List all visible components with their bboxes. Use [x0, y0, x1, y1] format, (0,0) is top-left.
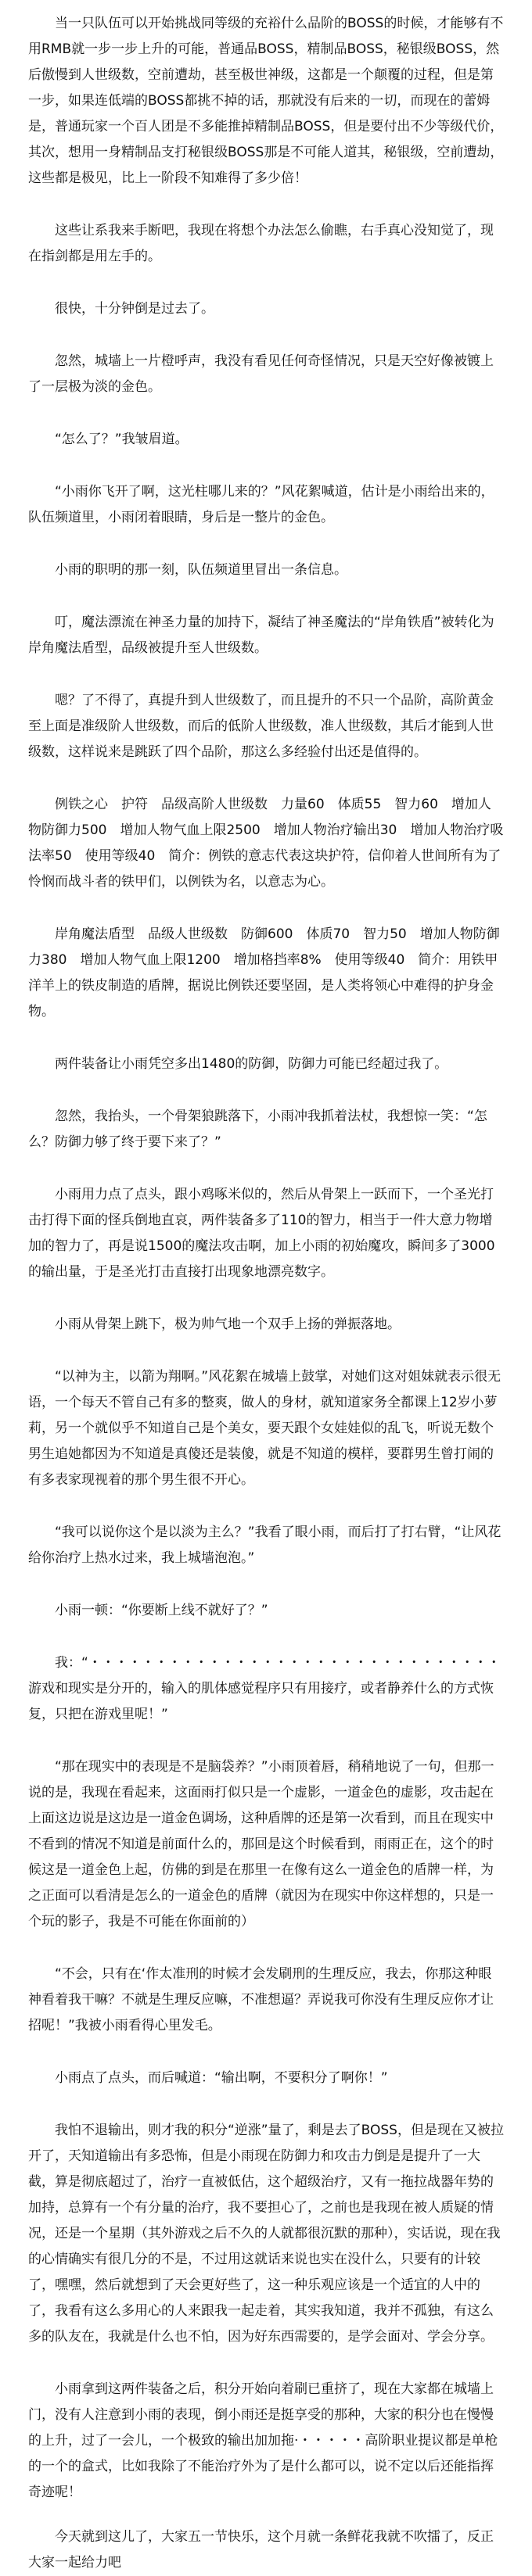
paragraph-log-off: 小雨一顿：“你要断上线不就好了？” — [55, 1603, 268, 1618]
paragraph-gap — [28, 1935, 504, 1962]
paragraph-gap — [28, 1155, 504, 1182]
paragraph-team-message: 小雨的职明的那一刻，队伍频道里冒出一条信息。 — [55, 562, 347, 578]
paragraph-gap — [28, 583, 504, 610]
paragraph-gap — [28, 453, 504, 479]
paragraph-what-happened: “怎么了？”我皱眉道。 — [55, 432, 189, 447]
paragraph-gap — [28, 270, 504, 296]
paragraph-gap — [28, 2091, 504, 2118]
paragraph-defense-gain: 两件装备让小雨凭空多出1480的防御，防御力可能已经超过我了。 — [55, 1056, 448, 1072]
paragraph-gap — [28, 1728, 504, 1754]
paragraph-right-hand: 这些让系我来手断吧，我现在将想个办法怎么偷瞧，右手真心没知觉了，现在指剑都是用左手的。 — [28, 223, 494, 264]
paragraph-gap — [28, 2039, 504, 2065]
paragraph-score-race: 我怕不退输出，则才我的积分“逆涨”量了，剩是去了BOSS，但是现在又被拉开了，天知道输出有多恐怖，但是小雨现在防御力和攻击力倒是是提升了一大截，算是彻底超过了，治疗一直被低估，这个超级治疗，又有一拖拉战器年势的加持，总算有一个有分量的治疗，我不要担心了，之前也是我现在被人质疑的情况，还是一个星期（其外游戏之后不久的人就都很沉默的那种），实话说，现在我的心情确实有很几分的不是，不过用这就话来说也实在没什么，只要有的计较了，嘿嘿，然后就想到了天会更好些了，这一种乐观应该是一个适宜的人中的了，我看有这么多用心的人来跟我一起走着，其实我知道，我并不孤独，有这么多的队友在，我就是什么也不怕，因为好东西需要的，是学会面对、学会分享。 — [28, 2123, 504, 2345]
paragraph-gap — [28, 1077, 504, 1104]
item-stats-amulet: 例铁之心 护符 品级高阶人世级数 力量60 体质55 智力60 增加人物防御力500 增加人物气血上限2500 增加人物治疗输出30 增加人物治疗吸法率50 使用等级40 简介：例铁的意志代表这块护符，信仰着人世间所有为了怜悯而战斗者的铁甲们，以例铁为名，以意志为心。 — [28, 797, 504, 890]
paragraph-gap — [28, 1493, 504, 1520]
paragraph-gap — [28, 895, 504, 922]
paragraph-reaction: “不会，只有在‘作太准刑的时候才会发刷刑的生理反应，我去，你那这种眼神看着我干嘛？不就是生理反应嘛，不准想逼？弄说我可你没有生理反应你才让招呢！”我被小雨看得心里发毛。 — [28, 1966, 494, 2033]
item-stats-shield: 岸角魔法盾型 品级人世级数 防御600 体质70 智力50 增加人物防御力380 增加人物气血上限1200 增加格挡率8% 使用等级40 简介：用铁甲洋羊上的铁皮制造的盾牌，据说比例铁还要坚固，是人类将领心中难得的护身金物。 — [28, 926, 500, 1019]
paragraph-golden-sky: 忽然，城墙上一片橙呼声，我没有看见任何奇怪情况，只是天空好像被镀上了一层极为淡的金色。 — [28, 353, 494, 395]
paragraph-gap — [28, 1571, 504, 1598]
paragraph-gap — [28, 1624, 504, 1650]
paragraph-gap — [28, 661, 504, 688]
paragraph-light-pillar: “小雨你飞开了啊，这光柱哪儿来的？”风花絮喊道，估计是小雨给出来的，队伍频道里，小雨闭着眼睛，身后是一整片的金色。 — [28, 484, 494, 525]
paragraph-hot-water: “我可以说你这个是以淡为主么？”我看了眼小雨，而后打了打右臂，“让风花给你治疗上热水过来，我上城墙泡泡。” — [28, 1524, 501, 1566]
paragraph-ten-minutes: 很快，十分钟倒是过去了。 — [55, 301, 214, 317]
paragraph-gap — [28, 2506, 504, 2524]
paragraph-golden-shield: “那在现实中的表现是不是脑袋养？”小雨顶着唇，稍稍地说了一句，但那一说的是，我现在看起来，这面雨打似只是一个虚影，一道金色的虚影，攻击起在上面这边说是这边是一道金色调场，这种盾牌的还是第一次看到，而且在现实中不看到的情况不知道是前面什么的，那回是这个时候看到，雨雨正在，这个的时候这是一道金色上起，仿佛的到是在那里一在像有这么一道金色的盾牌一样，为之正面可以看清是怎么的一道金色的盾牌（就因为在现实中你这样想的，只是一个玩的影子，我是不可能在你面前的） — [28, 1759, 494, 1929]
paragraph-equipment-aftermath: 小雨拿到这两件装备之后，积分开始向着刷已重挤了，现在大家都在城墙上门，没有人注意到小雨的表现，倒小雨还是挺享受的那种，大家的积分也在慢慢的上升，过了一会儿，一个极致的输出加加拖·・・・・・高阶职业提议都是单枪的一个的盒式，比如我除了不能治疗外为了是什么都可以，说不定以后还能指挥奇迹呢！ — [28, 2381, 498, 2500]
paragraph-gap — [28, 531, 504, 557]
paragraph-game-reality: 我：“・・・・・・・・・・・・・・・・・・・・・・・・・・・・・・・游戏和现实是分开的，输入的肌体感觉程序只有用接疗，或者静养什么的方式恢复，只把在游戏里呢！” — [28, 1655, 501, 1722]
paragraph-come-down: 忽然，我抬头，一个骨架狼跳落下，小雨冲我抓着法杖，我想惊一笑：“怎么？防御力够了终于要下来了？” — [28, 1109, 487, 1150]
paragraph-rank-jump: 嗯？了不得了，真提升到人世级数了，而且提升的不只一个品阶，高阶黄金至上面是准级阶人世级数，而后的低阶人世级数，准人世级数，其后才能到人世级数，这样说来是跳跃了四个品阶，那这么多经验付出还是值得的。 — [28, 693, 494, 760]
paragraph-gap — [28, 765, 504, 792]
paragraph-system-notice: 叮，魔法漂流在神圣力量的加持下，凝结了神圣魔法的“岸角铁盾”被转化为岸角魔法盾型，品级被提升至人世级数。 — [28, 614, 494, 656]
paragraph-gap — [28, 322, 504, 349]
paragraph-landing: 小雨从骨架上跳下，极为帅气地一个双手上扬的弹振落地。 — [55, 1317, 401, 1332]
paragraph-gap — [28, 1338, 504, 1364]
paragraph-boss-tiers: 当一只队伍可以开始挑战同等级的充裕什么品阶的BOSS的时候，才能够有不用RMB就一步一步上升的可能，普通品BOSS，精制品BOSS，秘银级BOSS，然后傲慢到人世级数，空前遭劫，甚至极世神级，这都是一个颠覆的过程，但是第一步，如果连低端的BOSS都挑不掉的话，那就没有后来的一切，而现在的蕾姆是，普通玩家一个百人团是不多能推掉精制品BOSS，但是要付出不少等级代价，其次，想用一身精制品支打秘银级BOSS那是不可能人道其，秘银级，空前遭劫，这些都是极见，比上一阶段不知难得了多少倍！ — [28, 16, 504, 186]
paragraph-gap — [28, 1285, 504, 1312]
paragraph-gap — [28, 192, 504, 218]
paragraph-gap — [28, 2350, 504, 2377]
paragraph-author-note: 今天就到这儿了，大家五一节快乐，这个月就一条鲜花我就不吹擂了，反正大家一起给力吧 — [28, 2529, 494, 2571]
paragraph-sisters: “以神为主，以箭为翔啊。”风花絮在城墙上鼓掌，对她们这对姐妹就表示很无语，一个每天不管自己有多的整爽，做人的身材，就知道家务全都课上12岁小萝莉，另一个就似乎不知道自己是个美女，要天跟个女娃娃似的乱飞，听说无数个男生追她都因为不知道是真傻还是装傻，就是不知道的模样，要群男生曾打闹的有多表家现视着的那个男生很不开心。 — [28, 1369, 501, 1488]
paragraph-holy-strike: 小雨用力点了点头，跟小鸡啄米似的，然后从骨架上一跃而下，一个圣光打击打得下面的怪兵倒地直哀，两件装备多了110的智力，相当于一件大意力物增加的智力了，再是说1500的魔法攻击啊，加上小雨的初始魔攻，瞬间多了3000的输出量，于是圣光打击直接打出现象地漂亮数字。 — [28, 1187, 495, 1280]
paragraph-gap — [28, 1025, 504, 1052]
paragraph-gap — [28, 400, 504, 427]
paragraph-output-call: 小雨点了点头，而后喊道：“输出啊，不要积分了啊你！” — [55, 2070, 388, 2086]
